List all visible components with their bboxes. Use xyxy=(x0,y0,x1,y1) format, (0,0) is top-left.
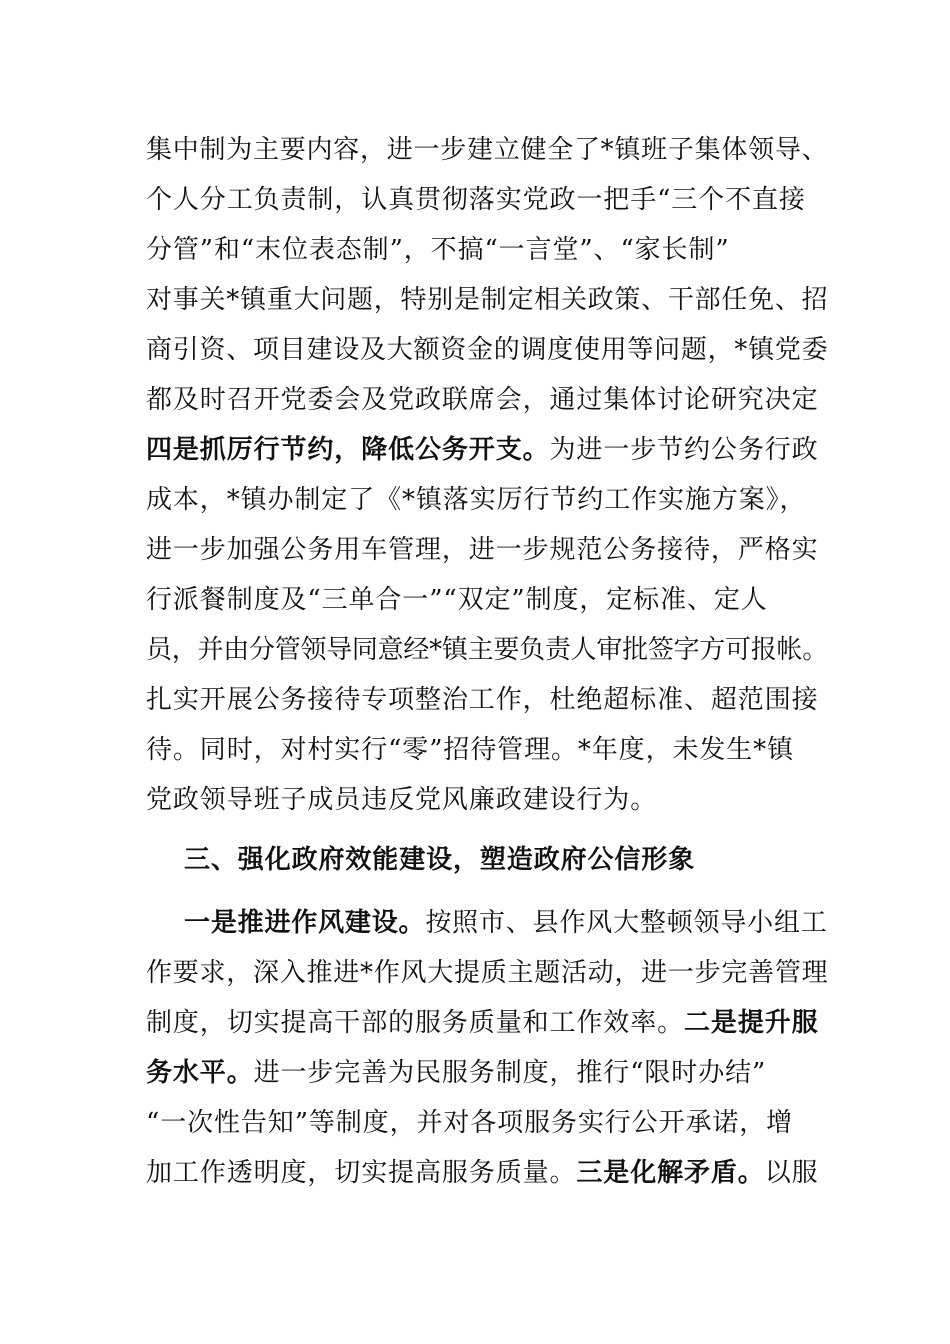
text-run: 扎实开展公务接待专项整治工作，杜绝超标准、超范围接 xyxy=(146,685,819,715)
bold-text-run: 务水平。 xyxy=(146,1058,254,1088)
paragraph-line-14 xyxy=(146,775,826,825)
text-run: 加工作透明度，切实提高服务质量。 xyxy=(146,1158,577,1188)
paragraph-line-11 xyxy=(146,625,829,675)
paragraph-line-2 xyxy=(146,175,826,225)
paragraph-line-3 xyxy=(146,225,826,275)
text-run: 以服 xyxy=(764,1158,819,1188)
text-run: 作要求，深入推进*作风大提质主题活动，进一步完善管理 xyxy=(146,958,829,988)
paragraph2-line-3 xyxy=(146,998,826,1048)
text-run: 成本，*镇办制定了《*镇落实厉行节约工作实施方案》， xyxy=(146,485,807,515)
bold-text-run: 一是推进作风建设。 xyxy=(184,908,426,938)
text-run: 进一步完善为民服务制度，推行“限时办结” xyxy=(253,1058,767,1088)
text-run: 商引资、项目建设及大额资金的调度使用等问题，*镇党委 xyxy=(146,335,829,365)
paragraph2-line-6 xyxy=(146,1148,826,1198)
paragraph-line-8 xyxy=(146,475,826,525)
text-run: “一次性告知”等制度，并对各项服务实行公开承诺，增 xyxy=(146,1108,794,1138)
text-run: 个人分工负责制，认真贯彻落实党政一把手“三个不直接 xyxy=(146,185,806,215)
text-run: 按照市、县作风大整顿领导小组工 xyxy=(425,908,828,938)
text-run: 进一步加强公务用车管理，进一步规范公务接待，严格实 xyxy=(146,535,819,565)
text-run: 为进一步节约公务行政 xyxy=(549,435,819,465)
text-run: 都及时召开党委会及党政联席会，通过集体讨论研究决定 xyxy=(146,385,819,415)
paragraph-line-5 xyxy=(146,325,829,375)
paragraph-line-9 xyxy=(146,525,826,575)
text-run: 分管”和“末位表态制”，不搞“一言堂”、“家长制” xyxy=(146,235,730,265)
text-run: 制度，切实提高干部的服务质量和工作效率。 xyxy=(146,1008,685,1038)
text-run: 待。同时，对村实行“零”招待管理。*年度，未发生*镇 xyxy=(146,735,794,765)
paragraph-line-13 xyxy=(146,725,826,775)
text-run: 对事关*镇重大问题，特别是制定相关政策、干部任免、招 xyxy=(146,285,829,315)
paragraph2-line-5 xyxy=(146,1098,826,1148)
paragraph2-line-2 xyxy=(146,948,829,998)
bold-text-run: 二是提升服 xyxy=(684,1008,819,1038)
paragraph-line-10 xyxy=(146,575,826,625)
text-run: 员，并由分管领导同意经*镇主要负责人审批签字方可报帐。 xyxy=(146,635,829,665)
paragraph2-line-4 xyxy=(146,1048,826,1098)
paragraph-line-4 xyxy=(146,275,829,325)
paragraph-line-6 xyxy=(146,375,826,425)
text-run: 党政领导班子成员违反党风廉政建设行为。 xyxy=(146,785,658,815)
text-run: 行派餐制度及“三单合一”“双定”制度，定标准、定人 xyxy=(146,585,768,615)
paragraph2-line-1 xyxy=(184,898,828,948)
section-heading: 三、强化政府效能建设，塑造政府公信形象 xyxy=(184,845,696,875)
bold-text-run: 三是化解矛盾。 xyxy=(576,1158,765,1188)
paragraph-line-1 xyxy=(146,125,829,175)
paragraph-line-12 xyxy=(146,675,826,725)
paragraph-line-7 xyxy=(146,425,826,475)
bold-text-run: 四是抓厉行节约，降低公务开支。 xyxy=(146,435,550,465)
text-run: 集中制为主要内容，进一步建立健全了*镇班子集体领导、 xyxy=(146,135,829,165)
